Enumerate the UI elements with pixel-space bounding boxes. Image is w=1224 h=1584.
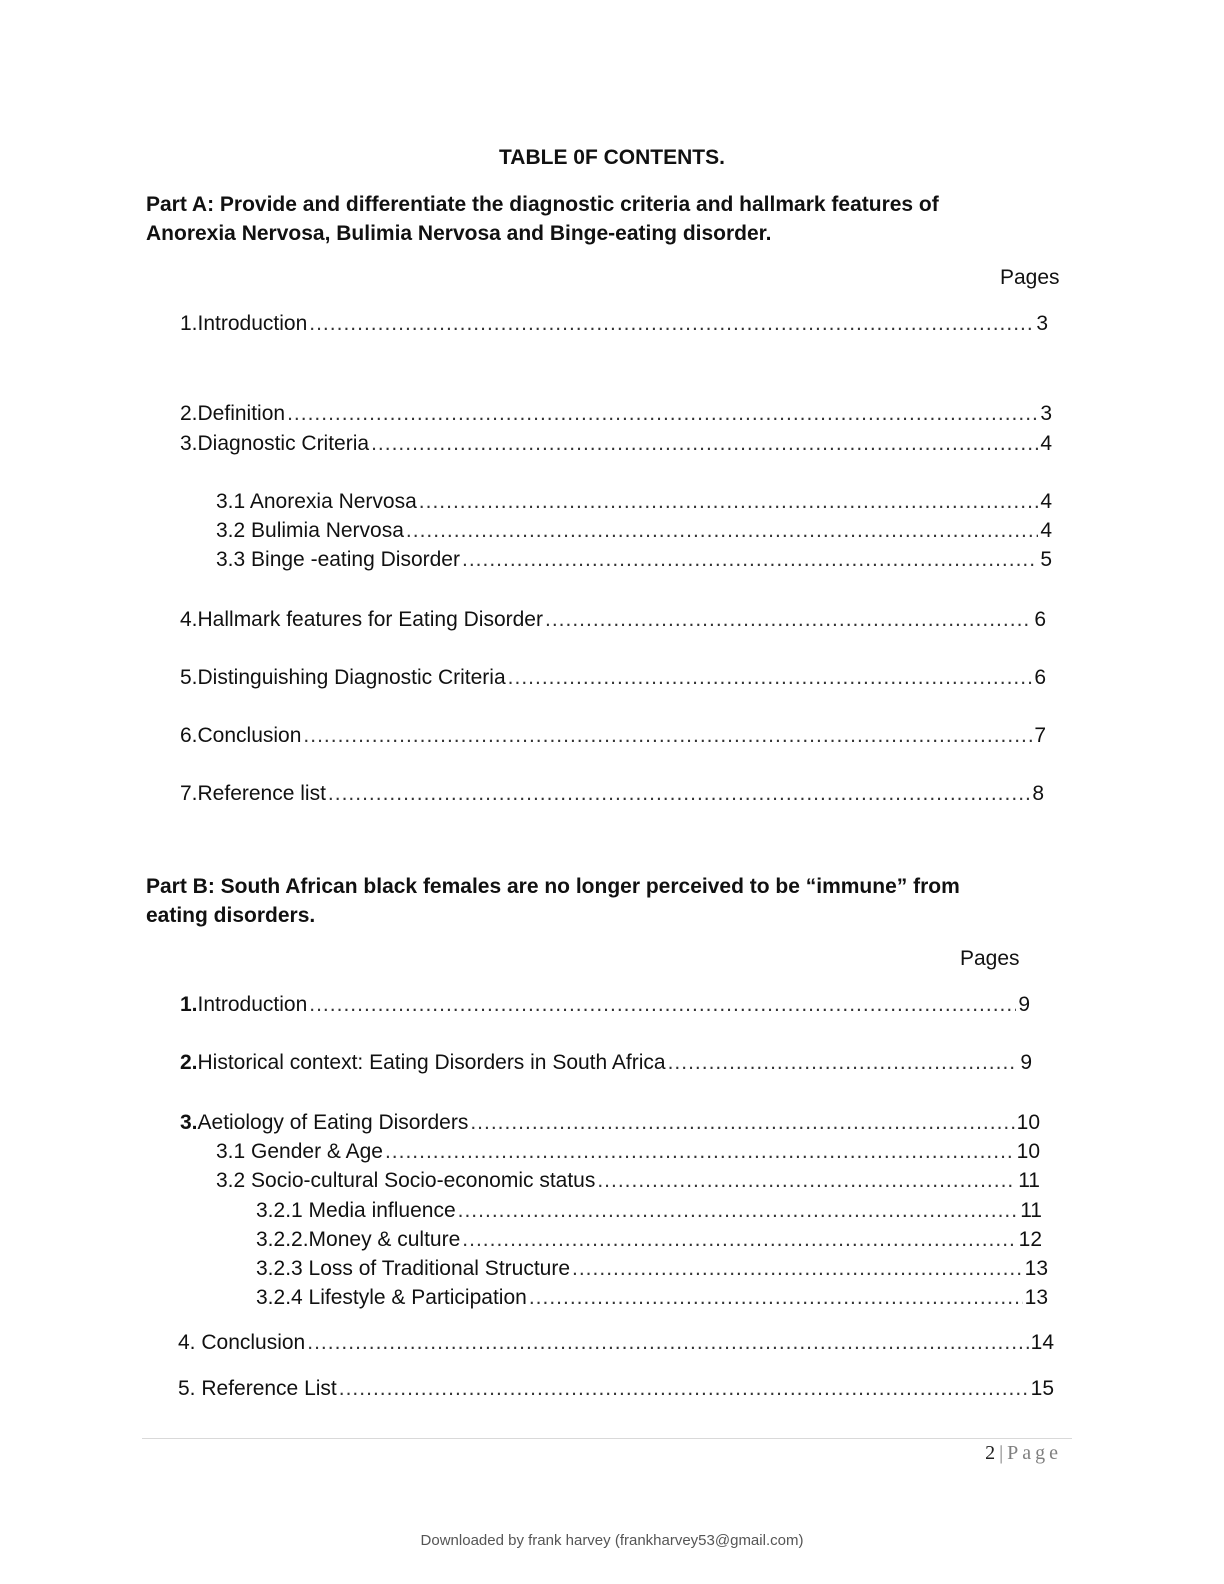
toc-entry-b2[interactable] [180,1049,1032,1077]
toc-entry-b3-2-1[interactable] [256,1197,1042,1225]
dot-leader [597,1167,1016,1195]
part-b-heading [146,872,1086,930]
entry-number: 2. [180,402,198,425]
entry-label: 3.2 Socio-cultural Socio-economic status [216,1169,596,1192]
part-a-heading-line1: Part A: Provide and differentiate the diagnostic criteria and hallmark features of [146,193,939,216]
entry-label: Introduction [197,993,308,1016]
entry-page: 9 [1020,1051,1032,1074]
entry-page: 6 [1034,608,1046,631]
page-word: Page [1007,1442,1062,1464]
toc-entry-a3-1[interactable] [216,488,1052,516]
dot-leader [339,1375,1029,1403]
dot-leader [328,780,1030,808]
entry-number: 7. [180,782,198,805]
dot-leader [462,546,1038,574]
part-a-heading [146,190,1086,248]
entry-page: 12 [1018,1228,1042,1251]
entry-label: 5. Reference List [178,1377,337,1400]
toc-entry-b3[interactable] [180,1109,1040,1137]
entry-page: 10 [1016,1111,1040,1134]
toc-entry-b4[interactable] [178,1329,1054,1357]
entry-label: 3.2.2.Money & culture [256,1228,461,1251]
dot-leader [303,722,1032,750]
entry-label: 3.2.3 Loss of Traditional Structure [256,1257,571,1280]
entry-label: 3.1 Gender & Age [216,1140,383,1163]
entry-page: 3 [1040,402,1052,425]
entry-number: 1. [180,993,198,1016]
entry-page: 5 [1040,548,1052,571]
page-number-footer [985,1442,1062,1465]
entry-label: 3.2.4 Lifestyle & Participation [256,1286,527,1309]
entry-label: Hallmark features for Eating Disorder [197,608,543,631]
entry-page: 4 [1040,490,1052,513]
toc-entry-a6[interactable] [180,722,1046,750]
entry-label: 4. Conclusion [178,1331,306,1354]
entry-number: 3. [180,432,198,455]
dot-leader [309,991,1016,1019]
part-b-heading-line2: eating disorders. [146,904,316,927]
entry-label: 3.1 Anorexia Nervosa [216,490,417,513]
footer-divider [142,1438,1072,1439]
part-a-heading-line2: Anorexia Nervosa, Bulimia Nervosa and Binge-eating disorder. [146,222,772,245]
dot-leader [307,1329,1028,1357]
entry-label: Aetiology of Eating Disorders [197,1111,469,1134]
dot-leader [529,1284,1023,1312]
toc-title: TABLE 0F CONTENTS. [499,146,725,169]
entry-page: 7 [1034,724,1046,747]
entry-page: 14 [1030,1331,1054,1354]
entry-page: 11 [1020,1199,1042,1222]
entry-page: 15 [1030,1377,1054,1400]
dot-leader [419,488,1039,516]
toc-entry-a3-3[interactable] [216,546,1052,574]
toc-entry-b3-2-4[interactable] [256,1284,1048,1312]
entry-page: 10 [1016,1140,1040,1163]
entry-page: 4 [1040,519,1052,542]
toc-entry-a7[interactable] [180,780,1044,808]
entry-label: 3.3 Binge -eating Disorder [216,548,460,571]
download-note: Downloaded by frank harvey (frankharvey53@gmail.com) [420,1532,804,1549]
dot-leader [371,430,1038,458]
toc-entry-b3-2-3[interactable] [256,1255,1048,1283]
dot-leader [287,400,1038,428]
toc-entry-a3-2[interactable] [216,517,1052,545]
dot-leader [470,1109,1014,1137]
entry-page: 9 [1018,993,1030,1016]
entry-number: 2. [180,1051,198,1074]
entry-number: 1. [180,312,198,335]
entry-page: 13 [1024,1286,1048,1309]
entry-page: 8 [1032,782,1044,805]
entry-number: 4. [180,608,198,631]
entry-label: 3.2 Bulimia Nervosa [216,519,404,542]
entry-label: 3.2.1 Media influence [256,1199,456,1222]
toc-entry-a3[interactable] [180,430,1052,458]
entry-label: Reference list [197,782,326,805]
dot-leader [572,1255,1023,1283]
entry-label: Introduction [197,312,308,335]
entry-number: 5. [180,666,198,689]
entry-label: Distinguishing Diagnostic Criteria [197,666,506,689]
toc-entry-b1[interactable] [180,991,1030,1019]
entry-label: Historical context: Eating Disorders in South Africa [197,1051,666,1074]
page-separator: | [999,1442,1004,1464]
page-number: 2 [985,1442,996,1464]
dot-leader [508,664,1033,692]
dot-leader [545,606,1032,634]
entry-number: 6. [180,724,198,747]
toc-entry-b3-1[interactable] [216,1138,1040,1166]
dot-leader [668,1049,1019,1077]
entry-number: 3. [180,1111,198,1134]
dot-leader [385,1138,1015,1166]
entry-label: Definition [197,402,286,425]
entry-page: 6 [1034,666,1046,689]
part-b-heading-line1: Part B: South African black females are no longer perceived to be “immune” from [146,875,960,898]
entry-label: Conclusion [197,724,302,747]
entry-label: Diagnostic Criteria [197,432,370,455]
entry-page: 13 [1024,1257,1048,1280]
dot-leader [406,517,1038,545]
entry-page: 11 [1018,1169,1040,1192]
dot-leader [458,1197,1019,1225]
toc-entry-a1[interactable] [180,310,1048,338]
dot-leader [309,310,1034,338]
part-a-pages-label: Pages [1000,266,1060,289]
entry-page: 3 [1036,312,1048,335]
toc-entry-b5[interactable] [178,1375,1054,1403]
toc-entry-b3-2-2[interactable] [256,1226,1042,1254]
entry-page: 4 [1040,432,1052,455]
part-b-pages-label: Pages [960,947,1020,970]
dot-leader [462,1226,1016,1254]
toc-entry-b3-2[interactable] [216,1167,1040,1195]
toc-entry-a2[interactable] [180,400,1052,428]
toc-entry-a5[interactable] [180,664,1046,692]
toc-entry-a4[interactable] [180,606,1046,634]
